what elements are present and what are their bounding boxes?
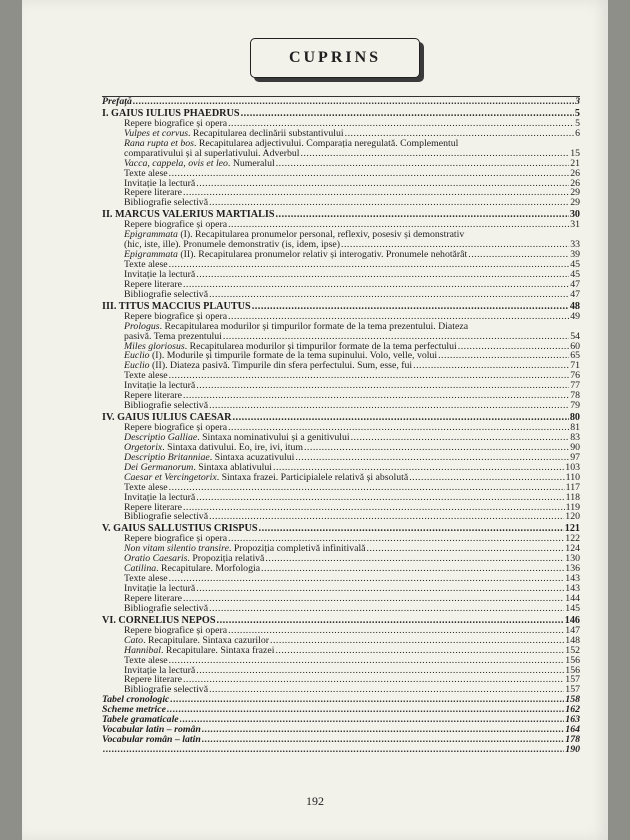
entry-title-italic: Vulpes et corvus [124,127,189,139]
entry-title-text: . Sintaxa acuzativului [209,451,295,463]
entry-title-text: Invitație la lectură [124,583,196,594]
leader-dots [209,198,569,208]
toc-entry [102,646,580,656]
page-ref: 80 [569,412,580,424]
page-ref: 178 [565,734,580,746]
entry-title-text: Bibliografie selectivă [124,400,209,412]
leader-dots [169,260,570,270]
toc-entry [102,473,580,483]
entry-title-text: IV. GAIUS IULIUS CAESAR [102,412,232,424]
entry-title [102,735,201,745]
page-ref: 29 [570,197,580,209]
entry-title-italic: Rana rupta et bos [124,137,194,149]
leader-dots [295,453,569,463]
entry-title-italic: Dei Germanorum [124,461,194,473]
leader-dots [367,544,565,554]
entry-title-text: . Sintaxa frazei. Participialele relativă și absolută [216,471,409,483]
page-number: 192 [306,794,324,808]
page-ref: 122 [565,533,580,545]
page-ref: 60 [570,340,580,352]
page-ref: 117 [565,481,580,493]
page-ref: 77 [570,380,580,392]
entry-title-text: pasivă. Tema prezentului [124,330,222,342]
page-ref: 158 [565,694,580,706]
entry-title-text: Repere biografice și opera [124,117,228,129]
page-ref: 78 [570,390,580,402]
entry-title-text: Texte alese [124,167,168,179]
page-ref: 47 [570,278,580,290]
toc-entry [102,735,580,745]
leader-dots [409,473,564,483]
page-ref: 97 [570,451,580,463]
entry-title-text: Tabel cronologic [102,694,170,706]
leader-dots [304,443,569,453]
entry-title-text: (I). Modurile și timpurile formate de la tema supinului. Volo, velle, volui [149,350,438,362]
entry-title-text: . Recapitularea declinării substantivului [188,127,344,139]
entry-title-text: Texte alese [124,370,168,382]
leader-dots [183,188,569,198]
entry-title-text: comparativului și al superlativului. Adverbul [124,147,300,159]
leader-dots [276,159,569,169]
entry-title-italic: Vacca, cappela, ovis et leo [124,157,228,169]
leader-dots [252,302,569,312]
page-ref: 156 [565,654,580,666]
entry-title-text: (hic, iste, ille). Pronumele demonstrativ (is, idem, ipse) [124,239,341,251]
entry-title-text: . Numeralul [227,157,275,169]
toc-entry [102,512,580,522]
leader-dots [265,554,564,564]
entry-title-text: . Propoziția completivă infinitivală [228,543,366,555]
entry-title-text: I. GAIUS IULIUS PHAEDRUS [102,107,240,119]
entry-title-text: . Propoziția relativă [187,553,265,565]
entry-title-text: Invitație la lectură [124,491,196,503]
leader-dots [209,604,564,614]
page-ref: 15 [570,147,580,159]
entry-title-text: Scheme metrice [102,704,166,716]
leader-dots [183,391,569,401]
page-ref: 163 [565,714,580,726]
entry-title-text: . Recapitulare. Sintaxa cazurilor [143,634,270,646]
toc-entry [102,198,580,208]
leader-dots [261,564,564,574]
entry-title-italic: Orgetorix [124,441,163,453]
entry-title-italic: Cato [124,634,144,646]
page-ref: 49 [570,310,580,322]
entry-title-text: . Sintaxa ablativului [193,461,273,473]
leader-dots [196,493,564,503]
page-ref: 71 [570,360,580,372]
page-ref: 120 [565,511,580,523]
page-ref: 33 [570,239,580,251]
entry-title-text: (I). Recapitularea pronumelor personal, reflexiv, posesiv și demonstrativ [177,229,465,241]
entry-title-text: Bibliografie selectivă [124,197,209,209]
entry-title-text: Vocabular latin – român [102,724,201,736]
entry-title-text: . Sintaxa dativului. Eo, ire, ivi, itum [162,441,303,453]
entry-title-text: Repere biografice și opera [124,310,228,322]
entry-title-text: Repere biografice și opera [124,533,228,545]
leader-dots [275,646,564,656]
entry-title [124,250,467,260]
leader-dots [169,656,565,666]
page-ref: 162 [565,704,580,716]
leader-dots [103,745,564,755]
page-ref: 121 [564,523,580,535]
page-ref: 65 [570,350,580,362]
page-ref: 31 [570,219,580,231]
toc-entry [102,745,580,755]
page-ref: 48 [569,300,580,312]
toc-entry [102,695,580,705]
entry-title-text: II. MARCUS VALERIUS MARTIALIS [102,209,275,221]
entry-title-text: Bibliografie selectivă [124,511,209,523]
leader-dots [133,97,574,107]
page-ref: 136 [565,563,580,575]
page-ref: 145 [565,602,580,614]
entry-title-text: Texte alese [124,654,168,666]
leader-dots [217,616,564,626]
entry-title-text: Repere literare [124,674,182,686]
table-of-contents [102,96,580,755]
toc-entry [102,96,580,107]
page-ref: 146 [564,614,580,626]
page-ref: 39 [570,249,580,261]
leader-dots [169,371,570,381]
page-ref: 90 [570,441,580,453]
page-ref: 156 [565,664,580,676]
page-ref: 6 [575,127,580,139]
toc-entry [102,564,580,574]
leader-dots [167,705,564,715]
page-ref: 144 [565,592,580,604]
leader-dots [196,584,564,594]
entry-title-italic: Oratio Caesaris [124,553,188,565]
page-ref: 79 [570,400,580,412]
page-ref: 148 [565,634,580,646]
entry-title [124,604,208,614]
entry-title-text: Invitație la lectură [124,380,196,392]
page-ref: 119 [565,501,580,513]
entry-title-italic: Catilina [124,563,157,575]
leader-dots [169,169,570,179]
page-ref: 130 [565,553,580,565]
entry-title-text: Invitație la lectură [124,664,196,676]
toc-entry [102,401,580,411]
toc-entry [102,604,580,614]
page-ref: 81 [570,422,580,433]
entry-title-text: . Recapitularea modurilor și timpurilor formate de la tema perfectului [184,340,457,352]
page-ref: 103 [565,461,580,473]
entry-title-text: Invitație la lectură [124,268,196,280]
entry-title-text: Repere biografice și opera [124,422,228,433]
entry-title-italic: Euclio [124,350,150,362]
entry-title-text: Texte alese [124,573,168,585]
leader-dots [209,290,569,300]
leader-dots [169,574,565,584]
page-ref: 118 [565,491,580,503]
entry-title [124,198,208,208]
entry-title-text: Texte alese [124,481,168,493]
page-ref: 143 [565,573,580,585]
entry-title-italic: Prologus [124,320,160,332]
entry-title-text: Repere biografice și opera [124,624,228,636]
leader-dots [458,342,569,352]
leader-dots [202,735,564,745]
entry-title-italic: Caesar et Vercingetorix [124,471,217,483]
toc-entry [102,361,580,371]
toc-entry [102,159,580,169]
entry-title-text: . Recapitularea adjectivului. Comparația neregulată. Complementul [193,137,459,149]
entry-title-text: Repere literare [124,501,182,513]
entry-title-text: Bibliografie selectivă [124,602,209,614]
page-ref: 110 [565,471,580,483]
entry-title-text: Invitație la lectură [124,177,196,189]
page-ref: 147 [565,624,580,636]
page-ref: 26 [570,177,580,189]
leader-dots [276,210,569,220]
page-ref: 83 [570,431,580,443]
entry-title-text: VI. CORNELIUS NEPOS [102,614,216,626]
leader-dots [202,725,564,735]
entry-title-text: . Recapitulare. Morfologia [156,563,261,575]
entry-title-italic: Euclio [124,360,150,372]
entry-title-text: Repere literare [124,187,182,199]
toc-entry [102,250,580,260]
entry-title-italic: Non vitam silentio transire [124,543,229,555]
page-ref: 47 [570,288,580,300]
entry-title-text: (II). Diateza pasivă. Timpurile din sfera perfectului. Sum, esse, fui [149,360,413,372]
leader-dots [183,503,565,513]
entry-title-text: Tabele gramaticale [102,714,179,726]
page-ref: 164 [565,724,580,736]
page-ref: 45 [570,259,580,270]
entry-title-text: Texte alese [124,259,168,270]
page-ref: 54 [570,330,580,342]
toc-entry [102,685,580,695]
page-ref: 157 [565,674,580,686]
page-ref: 5 [574,107,580,119]
leader-dots [301,149,570,159]
leader-dots [241,109,574,119]
entry-title-text: . Recapitulare. Sintaxa frazei [161,644,275,656]
page-ref: 21 [570,157,580,169]
entry-title-text: Prefață [102,96,132,107]
leader-dots [183,594,564,604]
toc-entry [102,290,580,300]
entry-title [124,401,208,411]
leader-dots [228,626,564,636]
leader-dots [183,280,569,290]
entry-title [124,290,208,300]
entry-title-italic: Epigrammata [124,249,178,261]
entry-title-text: . Sintaxa nominativului și a genitivului [197,431,350,443]
leader-dots [351,433,570,443]
leader-dots [209,685,564,695]
entry-title-text: Bibliografie selectivă [124,288,209,300]
entry-title-text: Repere literare [124,592,182,604]
page-ref: 190 [565,744,580,755]
page-ref: 143 [565,583,580,594]
contents-title: CUPRINS [250,38,420,78]
entry-title-text: Bibliografie selectivă [124,684,209,696]
leader-dots [196,666,564,676]
leader-dots [209,401,569,411]
entry-title-text: Repere biografice și opera [124,219,228,231]
page-ref: 45 [570,268,580,280]
entry-title-italic: Descriptio Britanniae [124,451,210,463]
page-ref: 124 [565,543,580,555]
leader-dots [438,351,569,361]
entry-title-italic: Hannibal [124,644,162,656]
leader-dots [259,524,564,534]
entry-title-text: . Recapitularea modurilor și timpurilor formate de la tema prezentului. Diateza [159,320,469,332]
page-ref: 30 [569,209,580,221]
leader-dots [413,361,569,371]
entry-title-italic: Descriptio Galliae [124,431,198,443]
entry-title-text: Repere literare [124,390,182,402]
page-ref: 26 [570,167,580,179]
entry-title-text: V. GAIUS SALLUSTIUS CRISPUS [102,523,258,535]
leader-dots [196,179,569,189]
entry-title [102,97,132,107]
entry-title-text: Repere literare [124,278,182,290]
leader-dots [270,636,564,646]
page-ref: 3 [575,96,580,107]
entry-title-text: III. TITUS MACCIUS PLAUTUS [102,300,251,312]
leader-dots [209,512,564,522]
entry-title-italic: Miles gloriosus [124,340,185,352]
entry-title-text: Vocabular român – latin [102,734,201,746]
leader-dots [232,413,568,423]
entry-title [124,512,208,522]
leader-dots [169,483,565,493]
entry-title-text: (II). Recapitularea pronumelor relativ și interogativ. Pronumele nehotărât [177,249,468,261]
page-ref: 157 [565,684,580,696]
entry-title-italic: Epigrammata [124,229,178,241]
leader-dots [196,381,569,391]
page-ref: 5 [575,117,580,129]
leader-dots [180,715,565,725]
book-page [22,0,608,840]
page-ref: 76 [570,370,580,382]
page-ref: 152 [565,644,580,656]
leader-dots [183,675,564,685]
leader-dots [468,250,569,260]
leader-dots [170,695,564,705]
leader-dots [196,270,569,280]
page-ref: 29 [570,187,580,199]
